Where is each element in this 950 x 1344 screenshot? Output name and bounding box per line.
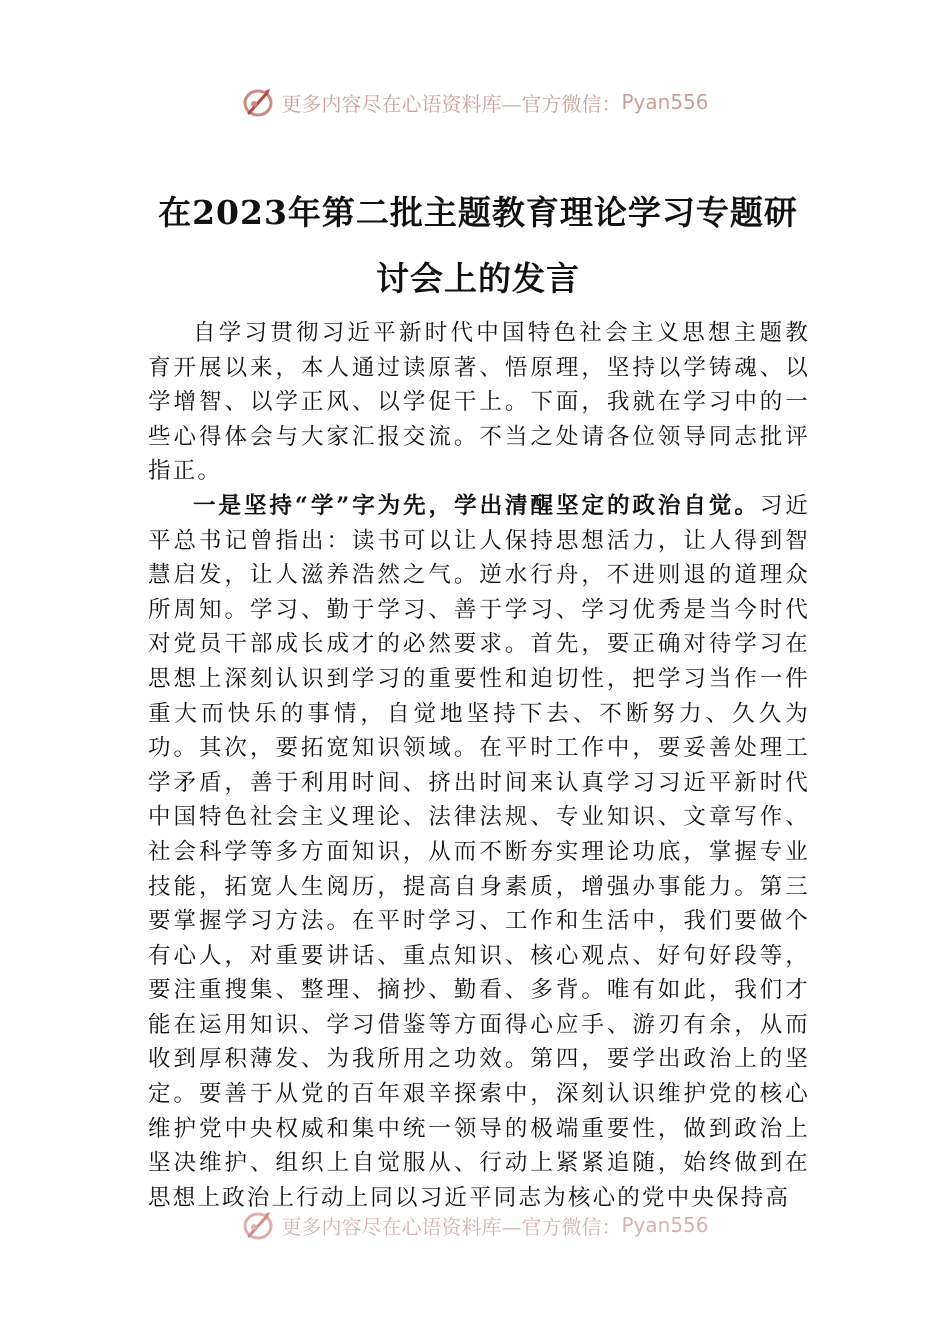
title-line-1: 在2023年第二批主题教育理论学习专题研 xyxy=(158,193,798,232)
section-1-heading: 一是坚持“学”字为先，学出清醒坚定的政治自觉。 xyxy=(193,492,760,519)
section-1-paragraph xyxy=(148,489,810,1215)
document-body xyxy=(148,316,810,1215)
watermark-wechat-id: Pyan556 xyxy=(621,90,709,114)
footer-watermark xyxy=(0,1205,950,1245)
document-title xyxy=(148,180,808,312)
title-line-2: 讨会上的发言 xyxy=(376,259,580,298)
pen-logo-icon xyxy=(241,1208,275,1242)
footer-watermark-wechat-id: Pyan556 xyxy=(621,1213,709,1237)
intro-paragraph: 自学习贯彻习近平新时代中国特色社会主义思想主题教育开展以来，本人通过读原著、悟原理，坚持以学铸魂、以学增智、以学正风、以学促干上。下面，我就在学习中的一些心得体会与大家汇报交流。不当之处请各位领导同志批评指正。 xyxy=(148,320,810,485)
header-watermark xyxy=(0,82,950,122)
watermark-text: 更多内容尽在心语资料库—官方微信： xyxy=(281,91,622,116)
pen-logo-icon xyxy=(241,85,275,119)
footer-watermark-text: 更多内容尽在心语资料库—官方微信： xyxy=(281,1214,622,1239)
section-1-body: 习近平总书记曾指出：读书可以让人保持思想活力，让人得到智慧启发，让人滋养浩然之气。逆水行舟，不进则退的道理众所周知。学习、勤于学习、善于学习、学习优秀是当今时代对党员干部成长成才的必然要求。首先，要正确对待学习在思想上深刻认识到学习的重要性和迫切性，把学习当作一件重大而快乐的事情，自觉地坚持下去、不断努力、久久为功。其次，要拓宽知识领域。在平时工作中，要妥善处理工学矛盾，善于利用时间、挤出时间来认真学习习近平新时代中国特色社会主义理论、法律法规、专业知识、文章写作、社会科学等多方面知识，从而不断夯实理论功底，掌握专业技能，拓宽人生阅历，提高自身素质，增强办事能力。第三要掌握学习方法。在平时学习、工作和生活中，我们要做个有心人，对重要讲话、重点知识、核心观点、好句好段等，要注重搜集、整理、摘抄、勤看、多背。唯有如此，我们才能在运用知识、学习借鉴等方面得心应手、游刃有余，从而收到厚积薄发、为我所用之功效。第四，要学出政治上的坚定。要善于从党的百年艰辛探索中，深刻认识维护党的核心维护党中央权威和集中统一领导的极端重要性，做到政治上坚决维护、组织上自觉服从、行动上紧紧追随，始终做到在思想上政治上行动上同以习近平同志为核心的党中央保持高 xyxy=(148,492,810,1211)
